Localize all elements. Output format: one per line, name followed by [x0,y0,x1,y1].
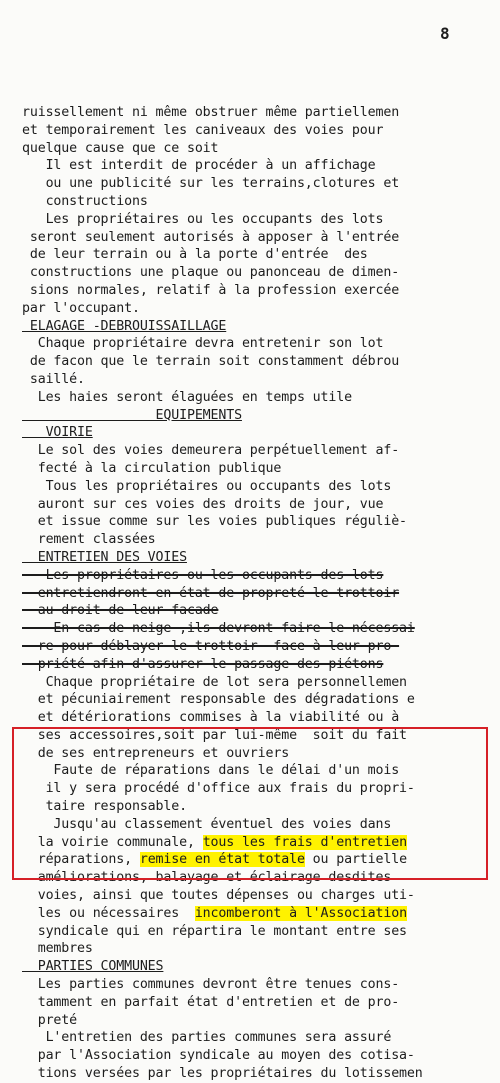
text-line [22,1012,497,1030]
struck-line [22,620,497,638]
line-text: - En cas de neige ,ils devront faire le nécessai [22,621,415,637]
struck-line [22,567,497,585]
text-line [22,193,497,211]
text-line [22,353,497,371]
line-text: entretiendront en état de propreté le trottoir [22,585,400,601]
text-line [22,229,497,247]
text-line [22,175,497,193]
text-line [22,887,497,905]
line-text: fecté à la circulation publique [22,460,282,476]
line-text: ruissellement ni même obstruer même partiellemen [22,105,400,120]
line-text: de leur terrain ou à la porte d'entrée des [22,247,368,263]
line-text: voies, ainsi que toutes dépenses ou charges uti- [22,888,415,904]
line-text: priété afin d'assurer le passage des piétons [22,656,384,672]
text-line [22,940,497,958]
text-line [22,335,497,353]
struck-line [22,585,497,603]
line-text: tamment en parfait état d'entretien et de pro- [22,994,400,1010]
line-text: par l'occupant. [22,300,140,316]
text-line [22,478,497,496]
line-text: ou une publicité sur les terrains,clotures et [22,176,400,192]
text-line [22,691,497,709]
line-text: Il est interdit de procéder à un affichage [22,158,376,174]
text-line [22,531,497,549]
line-text: Les parties communes devront être tenues cons- [22,977,400,993]
line-text: les ou nécessaires [22,905,195,921]
line-text: PARTIES COMMUNES [22,959,164,975]
line-text: par l'Association syndicale au moyen des cotisa- [22,1048,415,1064]
highlighted-text: incomberont à l'Association [194,905,407,921]
text-line [22,140,497,158]
text-line [22,389,497,407]
line-text: re pour déblayer le trottoir face à leur pro- [22,638,400,654]
line-text: tions versées par les propriétaires du lotissemen [22,1066,423,1082]
line-text: ENTRETIEN DES VOIES [22,549,187,565]
text-line [22,300,497,318]
line-text: la voirie communale, [22,834,203,850]
line-text: de facon que le terrain soit constamment débrou [22,354,400,370]
section-heading [22,318,497,336]
page-number: 8 [440,24,450,43]
text-line [22,674,497,692]
line-text: et issue comme sur les voies publiques réguliè- [22,514,407,530]
line-text: Les propriétaires ou les occupants des lots [22,211,384,227]
line-text: membres [22,941,93,957]
text-line [22,709,497,727]
text-line [22,157,497,175]
line-text: constructions [22,193,148,209]
text-line [22,1065,497,1083]
text-line [22,513,497,531]
text-line [22,104,497,122]
text-line [22,976,497,994]
section-heading [22,424,497,442]
line-text: EQUIPEMENTS [22,407,242,423]
line-text: et temporairement les caniveaux des voies pour [22,122,384,138]
struck-line [22,602,497,620]
line-text: auront sur ces voies des droits de jour, vue [22,496,384,512]
section-heading [22,958,497,976]
line-text: Jusqu'au classement éventuel des voies dans [22,816,392,832]
text-line [22,923,497,941]
line-text: réparations, [22,852,140,868]
line-text: améliorations, balayage et éclairage desdites [22,870,392,886]
line-text: Tous les propriétaires ou occupants des lots [22,478,392,494]
text-line [22,282,497,300]
text-line [22,1029,497,1047]
line-text: ELAGAGE -DEBROUISSAILLAGE [22,318,227,334]
line-text: VOIRIE [22,425,93,441]
struck-line [22,656,497,674]
line-text: il y sera procédé d'office aux frais du propri- [22,781,415,797]
line-text: rement classées [22,532,156,548]
text-line [22,496,497,514]
text-line [22,264,497,282]
highlighted-text: remise en état totale [139,852,305,868]
text-line [22,994,497,1012]
line-text: syndicale qui en répartira le montant entre ses [22,923,407,939]
line-text: Les haies seront élaguées en temps utile [22,389,352,405]
line-text: de ses entrepreneurs et ouvriers [22,745,290,761]
line-text: saillé. [22,371,85,387]
line-text: Chaque propriétaire devra entretenir son lot [22,336,384,352]
highlighted-text: tous les frais d'entretien [202,834,407,850]
section-heading [22,549,497,567]
line-text: taire responsable. [22,799,187,815]
line-text-tail: ou partielle [304,852,407,868]
highlight-box [12,727,488,880]
line-text: sions normales, relatif à la profession exercée [22,282,400,298]
line-text: ses accessoires,soit par lui-même soit du fait [22,727,407,743]
section-heading [22,407,497,425]
line-text: seront seulement autorisés à apposer à l'entrée [22,229,400,245]
text-line [22,211,497,229]
text-line [22,905,497,923]
line-text: constructions une plaque ou panonceau de dimen- [22,265,400,281]
text-line [22,442,497,460]
line-text: Chaque propriétaire de lot sera personnellemen [22,674,407,690]
line-text: preté [22,1012,77,1028]
line-text: et pécuniairement responsable des dégradations e [22,692,415,708]
text-line [22,371,497,389]
line-text: L'entretien des parties communes sera assuré [22,1030,392,1046]
line-text: Faute de réparations dans le délai d'un mois [22,763,400,779]
line-text: Le sol des voies demeurera perpétuellement af- [22,443,400,459]
line-text: et détériorations commises à la viabilité ou à [22,710,400,726]
line-text: quelque cause que ce soit [22,140,219,156]
line-text: Les propriétaires ou les occupants des lots [22,567,384,583]
line-text: au droit de leur facade [22,603,219,619]
text-line [22,246,497,264]
text-line [22,460,497,478]
struck-line [22,638,497,656]
document-body [22,104,497,1083]
text-line [22,122,497,140]
text-line [22,1047,497,1065]
